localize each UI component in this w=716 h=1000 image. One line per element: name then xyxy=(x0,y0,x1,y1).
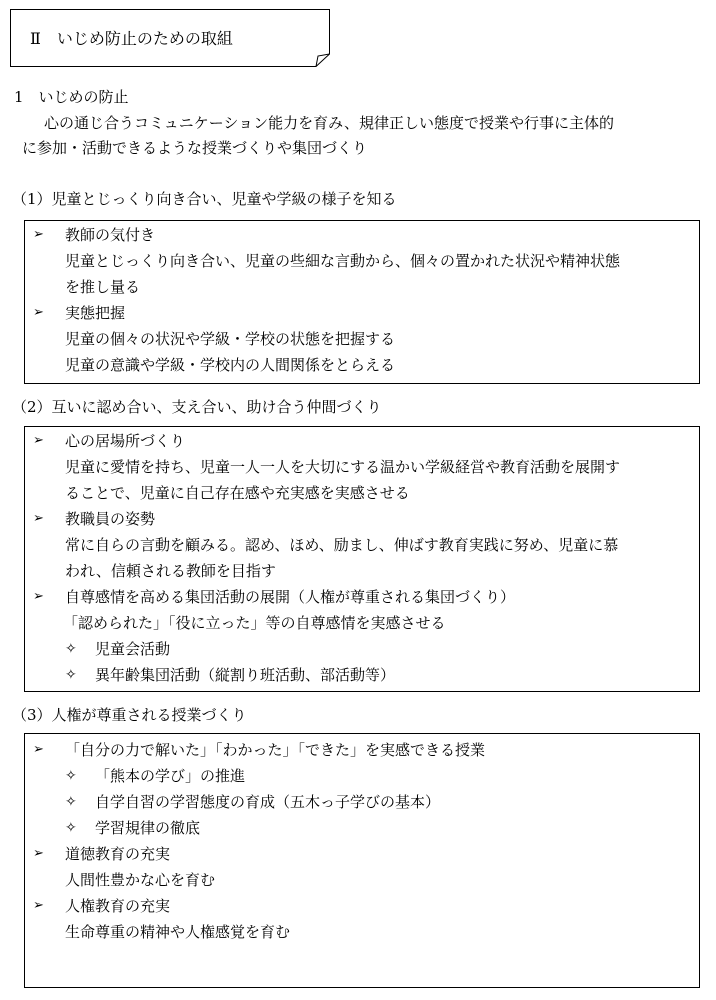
sub-item-text: 学習規律の徹底 xyxy=(95,819,201,837)
section-intro-line: 心の通じ合うコミュニケーション能力を育み、規律正しい態度で授業や行事に主体的 xyxy=(44,114,615,132)
diamond-bullet-icon: ✧ xyxy=(65,667,77,683)
item-text: われ、信頼される教師を目指す xyxy=(65,562,276,580)
chapter-title: Ⅱ いじめ防止のための取組 xyxy=(30,29,233,48)
item-text: 人間性豊かな心を育む xyxy=(65,871,216,889)
item-title: 教師の気付き xyxy=(65,226,156,244)
item-title: 道徳教育の充実 xyxy=(65,845,171,863)
item-title: 「自分の力で解いた」「わかった」「できた」を実感できる授業 xyxy=(65,741,486,759)
item-title: 教職員の姿勢 xyxy=(65,510,156,528)
item-title: 心の居場所づくり xyxy=(65,432,186,450)
sub-item-text: 自学自習の学習態度の育成（五木っ子学びの基本） xyxy=(95,793,441,811)
section-heading: 1 いじめの防止 xyxy=(14,88,129,106)
arrow-bullet-icon: ➢ xyxy=(33,589,44,604)
arrow-bullet-icon: ➢ xyxy=(33,433,44,448)
item-text: を推し量る xyxy=(65,278,141,296)
arrow-bullet-icon: ➢ xyxy=(33,227,44,242)
diamond-bullet-icon: ✧ xyxy=(65,794,77,810)
item-text: 生命尊重の精神や人権感覚を育む xyxy=(65,923,291,941)
item-text: 児童の個々の状況や学級・学校の状態を把握する xyxy=(65,330,396,348)
item-text: 「認められた」「役に立った」等の自尊感情を実感させる xyxy=(63,614,446,632)
section-intro-line: に参加・活動できるような授業づくりや集団づくり xyxy=(22,139,368,157)
subsection-heading-2: （2）互いに認め合い、支え合い、助け合う仲間づくり xyxy=(12,398,382,416)
arrow-bullet-icon: ➢ xyxy=(33,305,44,320)
item-title: 自尊感情を高める集団活動の展開（人権が尊重される集団づくり） xyxy=(65,588,516,606)
arrow-bullet-icon: ➢ xyxy=(33,742,44,757)
arrow-bullet-icon: ➢ xyxy=(33,846,44,861)
subsection-heading-1: （1）児童とじっくり向き合い、児童や学級の様子を知る xyxy=(12,190,397,208)
item-text: 児童とじっくり向き合い、児童の些細な言動から、個々の置かれた状況や精神状態 xyxy=(65,252,621,270)
item-text: 児童に愛情を持ち、児童一人一人を大切にする温かい学級経営や教育活動を展開す xyxy=(65,458,621,476)
sub-item-text: 異年齢集団活動（縦割り班活動、部活動等） xyxy=(95,666,396,684)
chapter-title-box xyxy=(10,9,330,65)
sub-item-text: 児童会活動 xyxy=(95,640,171,658)
item-text: ることで、児童に自己存在感や充実感を実感させる xyxy=(65,484,410,502)
sub-item-text: 「熊本の学び」の推進 xyxy=(95,767,246,785)
item-text: 常に自らの言動を顧みる。認め、ほめ、励まし、伸ばす教育実践に努め、児童に慕 xyxy=(65,536,619,554)
subsection-heading-3: （3）人権が尊重される授業づくり xyxy=(12,706,247,724)
subsection-box-3 xyxy=(24,733,700,988)
diamond-bullet-icon: ✧ xyxy=(65,641,77,657)
arrow-bullet-icon: ➢ xyxy=(33,511,44,526)
diamond-bullet-icon: ✧ xyxy=(65,768,77,784)
item-text: 児童の意識や学級・学校内の人間関係をとらえる xyxy=(65,356,396,374)
arrow-bullet-icon: ➢ xyxy=(33,898,44,913)
item-title: 実態把握 xyxy=(65,304,126,322)
subsection-box-2 xyxy=(24,426,700,692)
item-title: 人権教育の充実 xyxy=(65,897,171,915)
subsection-box-1 xyxy=(24,220,700,384)
diamond-bullet-icon: ✧ xyxy=(65,820,77,836)
